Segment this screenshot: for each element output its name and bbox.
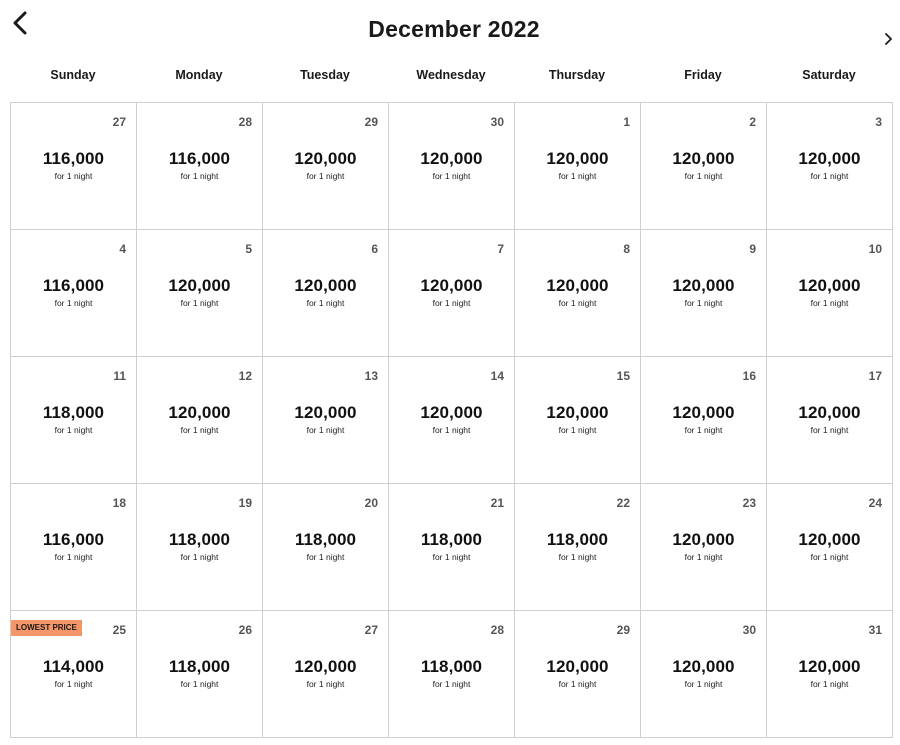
day-cell[interactable] [137, 484, 263, 611]
day-number: 1 [623, 115, 630, 129]
day-price: 114,000 [42, 657, 105, 676]
day-cell[interactable] [137, 103, 263, 230]
day-price: 120,000 [798, 149, 861, 168]
stay-length-label: for 1 night [558, 298, 597, 308]
day-cell[interactable] [515, 357, 641, 484]
stay-length-label: for 1 night [558, 552, 597, 562]
day-number: 6 [371, 242, 378, 256]
day-number: 28 [238, 115, 252, 129]
calendar-header [0, 0, 900, 60]
day-price: 118,000 [294, 530, 357, 549]
day-cell[interactable] [11, 611, 137, 738]
day-cell[interactable] [137, 611, 263, 738]
day-price: 120,000 [546, 403, 609, 422]
day-number: 27 [112, 115, 126, 129]
day-number: 17 [868, 369, 882, 383]
day-number: 7 [497, 242, 504, 256]
day-cell[interactable] [767, 103, 893, 230]
day-price: 118,000 [168, 657, 231, 676]
day-price: 120,000 [798, 657, 861, 676]
day-number: 11 [113, 369, 126, 383]
stay-length-label: for 1 night [684, 552, 723, 562]
day-price: 116,000 [42, 530, 105, 549]
stay-length-label: for 1 night [54, 425, 93, 435]
weekday-tuesday: Tuesday [300, 68, 350, 82]
weekday-wednesday: Wednesday [416, 68, 486, 82]
day-price: 120,000 [294, 657, 357, 676]
calendar-grid [10, 102, 893, 738]
day-cell[interactable] [641, 357, 767, 484]
day-price: 120,000 [546, 657, 609, 676]
stay-length-label: for 1 night [684, 425, 723, 435]
stay-length-label: for 1 night [684, 679, 723, 689]
day-price: 116,000 [42, 276, 105, 295]
stay-length-label: for 1 night [558, 425, 597, 435]
day-cell[interactable] [137, 357, 263, 484]
stay-length-label: for 1 night [180, 298, 219, 308]
day-cell[interactable] [767, 611, 893, 738]
day-price: 120,000 [168, 276, 231, 295]
day-price: 120,000 [420, 149, 483, 168]
stay-length-label: for 1 night [810, 425, 849, 435]
stay-length-label: for 1 night [306, 171, 345, 181]
day-price: 120,000 [672, 403, 735, 422]
day-number: 30 [742, 623, 756, 637]
stay-length-label: for 1 night [432, 679, 471, 689]
day-number: 13 [364, 369, 378, 383]
weekday-monday: Monday [175, 68, 223, 82]
day-price: 118,000 [42, 403, 105, 422]
day-price: 120,000 [672, 276, 735, 295]
day-price: 120,000 [672, 657, 735, 676]
day-number: 23 [742, 496, 756, 510]
day-cell[interactable] [641, 103, 767, 230]
weekday-thursday: Thursday [548, 68, 606, 82]
stay-length-label: for 1 night [432, 298, 471, 308]
day-price: 120,000 [798, 276, 861, 295]
day-cell[interactable] [263, 103, 389, 230]
day-cell[interactable] [641, 230, 767, 357]
day-cell[interactable] [263, 484, 389, 611]
day-price: 120,000 [546, 276, 609, 295]
day-cell[interactable] [263, 611, 389, 738]
day-cell[interactable] [11, 484, 137, 611]
day-price: 118,000 [420, 657, 483, 676]
day-price: 120,000 [294, 276, 357, 295]
month-title: December 2022 [368, 16, 540, 42]
stay-length-label: for 1 night [306, 552, 345, 562]
day-number: 2 [749, 115, 756, 129]
day-number: 20 [364, 496, 378, 510]
day-number: 15 [616, 369, 630, 383]
stay-length-label: for 1 night [180, 679, 219, 689]
day-cell[interactable] [389, 611, 515, 738]
weekday-header-row [10, 68, 892, 88]
day-number: 28 [490, 623, 504, 637]
day-cell[interactable] [515, 484, 641, 611]
day-cell[interactable] [389, 484, 515, 611]
day-price: 120,000 [798, 530, 861, 549]
weekday-sunday: Sunday [50, 68, 96, 82]
day-number: 18 [112, 496, 126, 510]
stay-length-label: for 1 night [54, 552, 93, 562]
day-price: 120,000 [168, 403, 231, 422]
day-cell[interactable] [767, 230, 893, 357]
day-price: 120,000 [672, 530, 735, 549]
day-price: 120,000 [294, 403, 357, 422]
stay-length-label: for 1 night [432, 552, 471, 562]
stay-length-label: for 1 night [306, 679, 345, 689]
stay-length-label: for 1 night [54, 679, 93, 689]
day-number: 30 [490, 115, 504, 129]
next-month-button[interactable] [880, 30, 896, 48]
day-cell[interactable] [137, 230, 263, 357]
day-cell[interactable] [389, 230, 515, 357]
stay-length-label: for 1 night [810, 298, 849, 308]
day-number: 26 [238, 623, 252, 637]
day-price: 116,000 [168, 149, 231, 168]
day-price: 118,000 [420, 530, 483, 549]
day-number: 29 [364, 115, 378, 129]
day-cell[interactable] [11, 357, 137, 484]
stay-length-label: for 1 night [432, 425, 471, 435]
day-cell[interactable] [11, 103, 137, 230]
lowest-price-badge: LOWEST PRICE [11, 620, 82, 636]
stay-length-label: for 1 night [180, 425, 219, 435]
stay-length-label: for 1 night [306, 425, 345, 435]
day-cell[interactable] [515, 230, 641, 357]
day-number: 3 [875, 115, 882, 129]
day-number: 8 [623, 242, 630, 256]
day-price: 120,000 [546, 149, 609, 168]
day-cell[interactable] [263, 230, 389, 357]
stay-length-label: for 1 night [810, 679, 849, 689]
day-number: 19 [238, 496, 252, 510]
day-cell[interactable] [389, 357, 515, 484]
stay-length-label: for 1 night [558, 679, 597, 689]
day-price: 120,000 [420, 276, 483, 295]
day-cell[interactable] [515, 611, 641, 738]
day-cell[interactable] [263, 357, 389, 484]
day-number: 5 [245, 242, 252, 256]
stay-length-label: for 1 night [810, 171, 849, 181]
day-number: 16 [742, 369, 756, 383]
stay-length-label: for 1 night [180, 552, 219, 562]
day-cell[interactable] [767, 357, 893, 484]
day-number: 31 [868, 623, 882, 637]
day-cell[interactable] [515, 103, 641, 230]
chevron-right-icon [883, 32, 893, 46]
stay-length-label: for 1 night [180, 171, 219, 181]
stay-length-label: for 1 night [684, 171, 723, 181]
stay-length-label: for 1 night [54, 298, 93, 308]
day-cell[interactable] [641, 611, 767, 738]
day-price: 120,000 [672, 149, 735, 168]
stay-length-label: for 1 night [54, 171, 93, 181]
weekday-saturday: Saturday [802, 68, 856, 82]
stay-length-label: for 1 night [810, 552, 849, 562]
day-price: 118,000 [168, 530, 231, 549]
day-price: 120,000 [420, 403, 483, 422]
day-number: 4 [119, 242, 126, 256]
day-number: 14 [490, 369, 504, 383]
day-cell[interactable] [767, 484, 893, 611]
day-price: 118,000 [546, 530, 609, 549]
weekday-friday: Friday [684, 68, 722, 82]
day-cell[interactable] [389, 103, 515, 230]
day-number: 9 [749, 242, 756, 256]
stay-length-label: for 1 night [558, 171, 597, 181]
day-number: 22 [616, 496, 630, 510]
day-price: 120,000 [294, 149, 357, 168]
day-number: 12 [238, 369, 252, 383]
day-number: 24 [868, 496, 882, 510]
day-number: 10 [868, 242, 882, 256]
day-cell[interactable] [11, 230, 137, 357]
stay-length-label: for 1 night [306, 298, 345, 308]
stay-length-label: for 1 night [684, 298, 723, 308]
day-price: 120,000 [798, 403, 861, 422]
day-price: 116,000 [42, 149, 105, 168]
day-number: 25 [112, 623, 126, 637]
day-number: 29 [616, 623, 630, 637]
day-number: 21 [490, 496, 504, 510]
stay-length-label: for 1 night [432, 171, 471, 181]
day-number: 27 [364, 623, 378, 637]
day-cell[interactable] [641, 484, 767, 611]
